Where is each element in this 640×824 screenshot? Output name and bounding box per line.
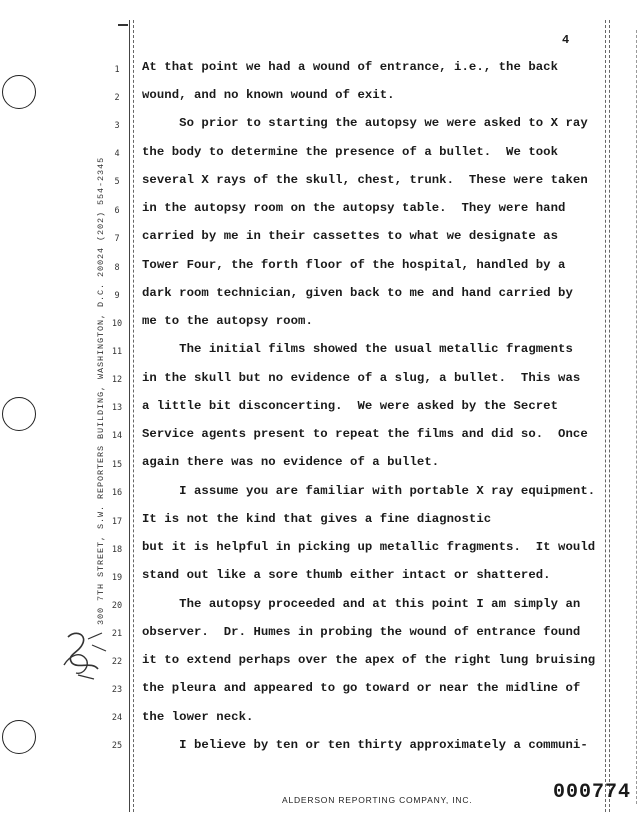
line-number: 25 <box>111 741 123 751</box>
transcript-line: the body to determine the presence of a bullet. We took <box>142 145 559 159</box>
document-control-number: 000774 <box>553 781 632 804</box>
binder-hole-middle <box>2 397 36 431</box>
line-number: 9 <box>114 291 120 301</box>
line-number: 8 <box>114 263 120 273</box>
top-mark <box>118 24 128 26</box>
binder-hole-bottom <box>2 720 36 754</box>
transcript-line: wound, and no known wound of exit. <box>142 88 395 102</box>
transcript-line: At that point we had a wound of entrance, i.e., the back <box>142 60 559 74</box>
line-number: 12 <box>111 375 123 385</box>
line-number: 24 <box>111 713 123 723</box>
line-number: 23 <box>111 685 123 695</box>
transcript-line: but it is helpful in picking up metallic fragments. It would <box>142 540 596 554</box>
left-margin-rule-inner <box>133 20 134 812</box>
transcript-line: in the autopsy room on the autopsy table. They were hand <box>142 201 566 215</box>
transcript-line: the lower neck. <box>142 710 254 724</box>
line-number: 3 <box>114 121 120 131</box>
transcript-line: me to the autopsy room. <box>142 314 313 328</box>
line-number: 4 <box>114 149 120 159</box>
line-number: 21 <box>111 629 123 639</box>
transcript-line: again there was no evidence of a bullet. <box>142 455 440 469</box>
line-number: 5 <box>114 177 120 187</box>
transcript-line: the pleura and appeared to go toward or near the midline of <box>142 681 581 695</box>
line-number: 17 <box>111 517 123 527</box>
right-margin-rule <box>605 20 606 812</box>
line-number: 7 <box>114 234 120 244</box>
page-edge <box>636 30 637 804</box>
transcript-line: observer. Dr. Humes in probing the wound of entrance found <box>142 625 581 639</box>
line-number: 2 <box>114 93 120 103</box>
left-margin-rule <box>129 20 130 812</box>
reporter-address-stamp: 300 7TH STREET, S.W. REPORTERS BUILDING, WASHINGTON, D.C. 20024 (202) 554-2345 <box>96 156 106 625</box>
transcript-line: a little bit disconcerting. We were asked by the Secret <box>142 399 559 413</box>
line-number: 14 <box>111 431 123 441</box>
line-number: 15 <box>111 460 123 470</box>
transcript-line: The autopsy proceeded and at this point I am simply an <box>142 597 581 611</box>
line-number: 22 <box>111 657 123 667</box>
right-margin-rule-outer <box>609 20 610 812</box>
transcript-line: So prior to starting the autopsy we were asked to X ray <box>142 116 588 130</box>
line-number: 1 <box>114 65 120 75</box>
handwritten-initials <box>58 625 112 681</box>
line-number: 11 <box>111 347 123 357</box>
transcript-line: it to extend perhaps over the apex of the right lung bruising <box>142 653 596 667</box>
transcript-line: Service agents present to repeat the films and did so. Once <box>142 427 588 441</box>
transcript-line: dark room technician, given back to me and hand carried by <box>142 286 573 300</box>
line-number: 10 <box>111 319 123 329</box>
line-number: 19 <box>111 573 123 583</box>
transcript-line: several X rays of the skull, chest, trunk. These were taken <box>142 173 588 187</box>
transcript-line: I assume you are familiar with portable X ray equipment. <box>142 484 596 498</box>
transcript-line: stand out like a sore thumb either intact or shattered. <box>142 568 551 582</box>
binder-hole-top <box>2 75 36 109</box>
line-number: 13 <box>111 403 123 413</box>
footer-company: ALDERSON REPORTING COMPANY, INC. <box>282 795 473 805</box>
line-number: 6 <box>114 206 120 216</box>
line-number: 16 <box>111 488 123 498</box>
transcript-line: carried by me in their cassettes to what we designate as <box>142 229 559 243</box>
transcript-line: The initial films showed the usual metallic fragments <box>142 342 573 356</box>
transcript-line: It is not the kind that gives a fine diagnostic <box>142 512 492 526</box>
line-number: 20 <box>111 601 123 611</box>
page-number: 4 <box>562 33 570 47</box>
transcript-line: I believe by ten or ten thirty approximately a communi- <box>142 738 588 752</box>
transcript-line: Tower Four, the forth floor of the hospital, handled by a <box>142 258 566 272</box>
transcript-line: in the skull but no evidence of a slug, a bullet. This was <box>142 371 581 385</box>
line-number: 18 <box>111 545 123 555</box>
